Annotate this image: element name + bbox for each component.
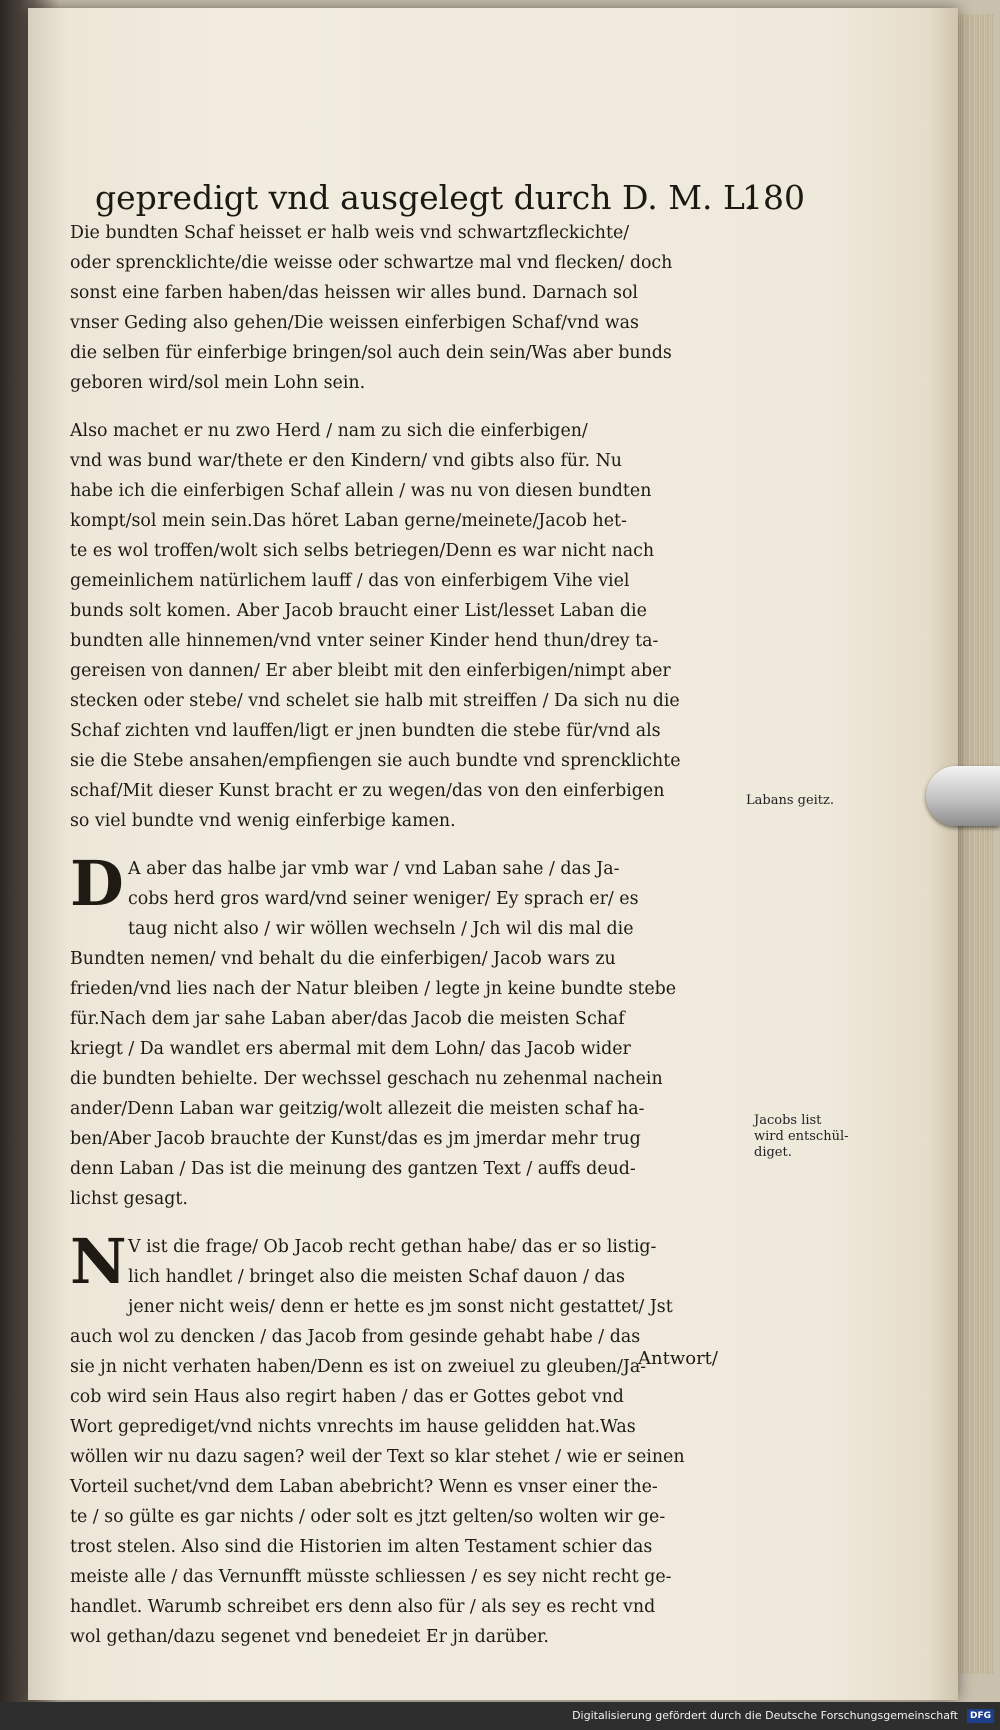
text-line: sonst eine farben haben/das heissen wir alles bund. Darnach sol bbox=[70, 283, 638, 303]
text-line: Wort geprediget/vnd nichts vnrechts im hause gelidden hat.Was bbox=[70, 1417, 636, 1437]
main-text bbox=[70, 218, 735, 1652]
text-line: sie die Stebe ansahen/empfiengen sie auch bundte vnd sprencklichte bbox=[70, 751, 681, 771]
text-line: gereisen von dannen/ Er aber bleibt mit den einferbigen/nimpt aber bbox=[70, 661, 671, 681]
text-line: handlet. Warumb schreibet ers denn also für / als sey es recht vnd bbox=[70, 1597, 656, 1617]
text-line: Vorteil suchet/vnd dem Laban abebricht? Wenn es vnser einer the- bbox=[70, 1477, 658, 1497]
marginal-line: Jacobs list bbox=[754, 1113, 822, 1128]
decorated-initial-d: D bbox=[70, 847, 124, 920]
paragraph-2 bbox=[70, 416, 735, 836]
text-line: cob wird sein Haus also regirt haben / das er Gottes gebot vnd bbox=[70, 1387, 624, 1407]
text-line: stecken oder stebe/ vnd schelet sie halb mit streiffen / Da sich nu die bbox=[70, 691, 680, 711]
text-line: ander/Denn Laban war geitzig/wolt allezeit die meisten schaf ha- bbox=[70, 1099, 645, 1119]
text-line: für.Nach dem jar sahe Laban aber/das Jacob die meisten Schaf bbox=[70, 1009, 625, 1029]
text-line: schaf/Mit dieser Kunst bracht er zu wegen/das von den einferbigen bbox=[70, 781, 665, 801]
paragraph-gap bbox=[70, 1214, 735, 1232]
text-line: te / so gülte es gar nichts / oder solt es jtzt gelten/so wolten wir ge- bbox=[70, 1507, 666, 1527]
text-line: Bundten nemen/ vnd behalt du die einferbigen/ Jacob wars zu bbox=[70, 949, 616, 969]
text-line: habe ich die einferbigen Schaf allein / was nu von diesen bundten bbox=[70, 481, 652, 501]
text-line: frieden/vnd lies nach der Natur bleiben / legte jn keine bundte stebe bbox=[70, 979, 677, 999]
folio-number: 180 bbox=[742, 178, 805, 217]
text-line: V ist die frage/ Ob Jacob recht gethan habe/ das er so listig- bbox=[128, 1237, 657, 1257]
text-line: wol gethan/dazu segenet vnd benedeiet Er jn darüber. bbox=[70, 1627, 549, 1647]
text-line: lich handlet / bringet also die meisten Schaf dauon / das bbox=[128, 1267, 625, 1287]
text-line: so viel bundte vnd wenig einferbige kamen. bbox=[70, 811, 456, 831]
paragraph-1 bbox=[70, 218, 735, 398]
text-line: ben/Aber Jacob brauchte der Kunst/das es jm jmerdar mehr trug bbox=[70, 1129, 641, 1149]
marginal-note-labans-geitz: Labans geitz. bbox=[746, 793, 835, 808]
text-line: vnser Geding also gehen/Die weissen einferbigen Schaf/vnd was bbox=[70, 313, 639, 333]
digitization-footer bbox=[0, 1702, 1000, 1730]
text-line: kompt/sol mein sein.Das höret Laban gerne/meinete/Jacob het- bbox=[70, 511, 627, 531]
text-line: bunds solt komen. Aber Jacob braucht einer List/lesset Laban die bbox=[70, 601, 647, 621]
text-line: geboren wird/sol mein Lohn sein. bbox=[70, 373, 366, 393]
paragraph-gap bbox=[70, 398, 735, 416]
marginal-line: diget. bbox=[754, 1145, 792, 1160]
text-line: te es wol troffen/wolt sich selbs betriegen/Denn es war nicht nach bbox=[70, 541, 655, 561]
text-line: denn Laban / Das ist die meinung des gantzen Text / auffs deud- bbox=[70, 1159, 636, 1179]
text-line: trost stelen. Also sind die Historien im alten Testament schier das bbox=[70, 1537, 653, 1557]
paragraph-3 bbox=[70, 847, 735, 1214]
marginal-note-jacobs-list bbox=[754, 1113, 849, 1161]
footer-credit: Digitalisierung gefördert durch die Deutsche Forschungsgemeinschaft bbox=[572, 1709, 958, 1722]
dfg-logo: DFG bbox=[967, 1709, 994, 1723]
text-line: sie jn nicht verhaten haben/Denn es ist on zweiuel zu gleuben/Ja- bbox=[70, 1357, 647, 1377]
text-line: taug nicht also / wir wöllen wechseln / Jch wil dis mal die bbox=[128, 919, 634, 939]
page-clip bbox=[926, 766, 1000, 826]
text-line: Also machet er nu zwo Herd / nam zu sich die einferbigen/ bbox=[70, 421, 588, 441]
running-title: gepredigt vnd ausgelegt durch D. M. L. bbox=[95, 178, 756, 217]
text-line: bundten alle hinnemen/vnd vnter seiner Kinder hend thun/drey ta- bbox=[70, 631, 659, 651]
book-page bbox=[28, 8, 958, 1700]
text-line: vnd was bund war/thete er den Kindern/ vnd gibts also für. Nu bbox=[70, 451, 622, 471]
text-line: lichst gesagt. bbox=[70, 1189, 188, 1209]
text-line: A aber das halbe jar vmb war / vnd Laban sahe / das Ja- bbox=[128, 859, 620, 879]
text-line: jener nicht weis/ denn er hette es jm sonst nicht gestattet/ Jst bbox=[128, 1297, 673, 1317]
text-line: die selben für einferbige bringen/sol auch dein sein/Was aber bunds bbox=[70, 343, 672, 363]
text-line: meiste alle / das Vernunfft müsste schliessen / es sey nicht recht ge- bbox=[70, 1567, 672, 1587]
page-header bbox=[95, 176, 805, 220]
decorated-initial-n: N bbox=[70, 1225, 127, 1298]
text-line: wöllen wir nu dazu sagen? weil der Text so klar stehet / wie er seinen bbox=[70, 1447, 685, 1467]
text-line: Schaf zichten vnd lauffen/ligt er jnen bundten die stebe für/vnd als bbox=[70, 721, 661, 741]
text-line: die bundten behielte. Der wechssel geschach nu zehenmal nachein bbox=[70, 1069, 663, 1089]
text-line: kriegt / Da wandlet ers abermal mit dem Lohn/ das Jacob wider bbox=[70, 1039, 631, 1059]
paragraph-4 bbox=[70, 1225, 735, 1652]
marginal-line: wird entschül- bbox=[754, 1129, 849, 1144]
text-line: gemeinlichem natürlichem lauff / das von einferbigem Vihe viel bbox=[70, 571, 630, 591]
text-line: cobs herd gros ward/vnd seiner weniger/ Ey sprach er/ es bbox=[128, 889, 639, 909]
catchword: Antwort/ bbox=[638, 1348, 718, 1369]
text-line: auch wol zu dencken / das Jacob from gesinde gehabt habe / das bbox=[70, 1327, 641, 1347]
paragraph-gap bbox=[70, 836, 735, 854]
text-line: oder sprencklichte/die weisse oder schwartze mal vnd flecken/ doch bbox=[70, 253, 673, 273]
text-line: Die bundten Schaf heisset er halb weis vnd schwartzfleckichte/ bbox=[70, 223, 630, 243]
